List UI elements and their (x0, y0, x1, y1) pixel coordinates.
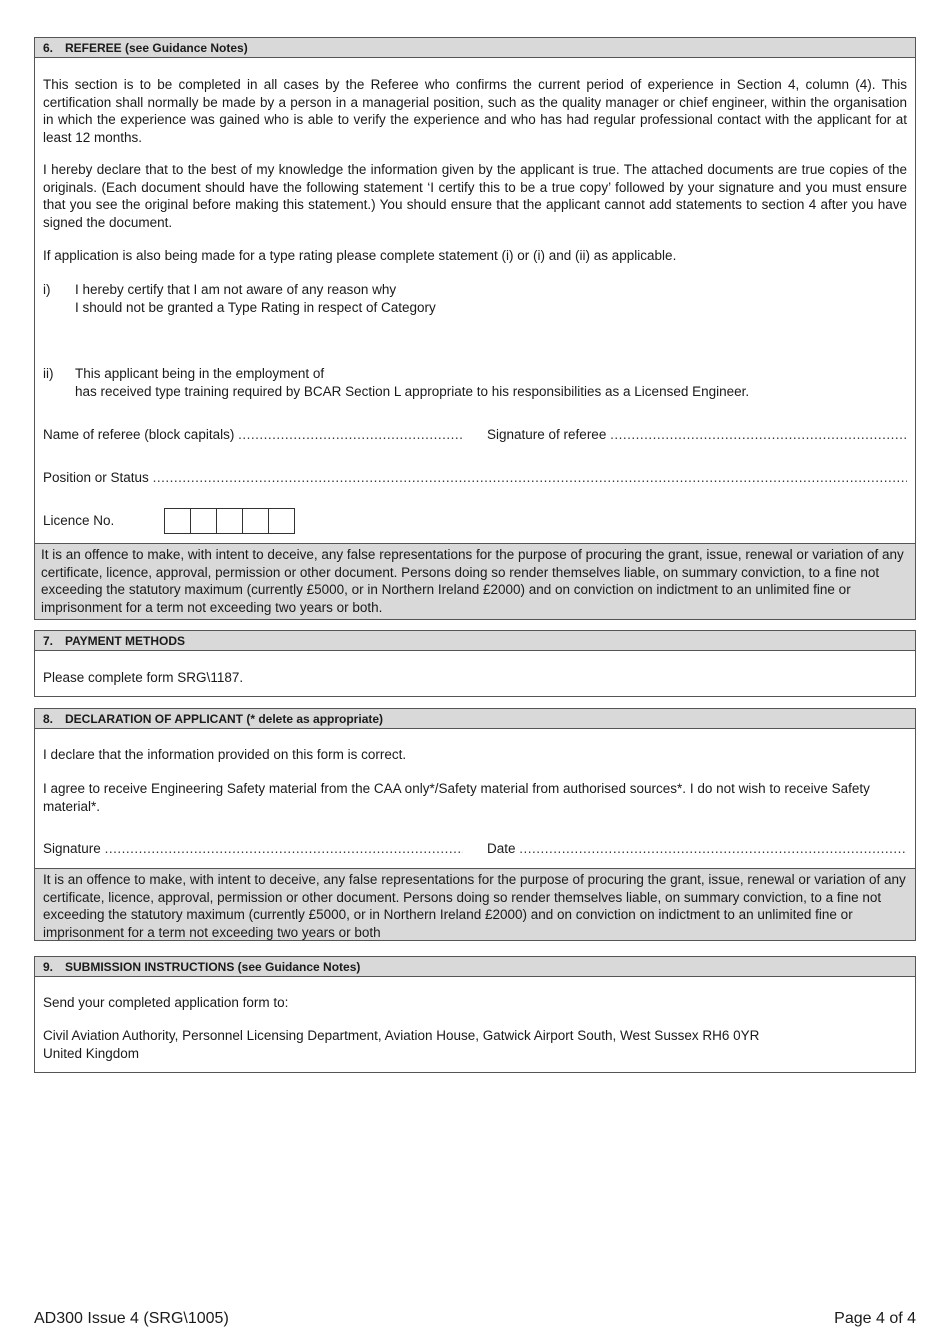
date-field[interactable] (487, 840, 907, 858)
dotted-leader (105, 840, 463, 858)
section-title: REFEREE (see Guidance Notes) (65, 41, 248, 55)
section-payment-methods (34, 630, 916, 697)
referee-name-label: Name of referee (block capitals) (43, 427, 235, 442)
section-number: 7. (43, 634, 54, 648)
dotted-leader (153, 469, 907, 487)
licence-digit-box[interactable] (216, 508, 243, 534)
section-title: SUBMISSION INSTRUCTIONS (see Guidance Notes) (65, 960, 361, 974)
dotted-leader (610, 426, 907, 444)
submission-instruction: Send your completed application form to: (43, 995, 289, 1010)
section-number: 8. (43, 712, 54, 726)
licence-digit-box[interactable] (190, 508, 217, 534)
statement-ii (43, 365, 903, 405)
licence-number-label: Licence No. (43, 513, 115, 528)
statement-ii-line1: This applicant being in the employment of (75, 366, 325, 381)
referee-intro-paragraph: This section is to be completed in all cases by the Referee who confirms the current period of experience in Section 4, column (4). This certification shall normally be made by a person in a managerial position, such as the quality manager or chief engineer, within the organisation in which the experience was gained who is able to verify the experience and who has had regular professional contact with the applicant for at least 12 months. (43, 77, 907, 145)
licence-digit-box[interactable] (242, 508, 269, 534)
address-line-1: Civil Aviation Authority, Personnel Licensing Department, Aviation House, Gatwick Airport South, West Sussex RH6 0YR (43, 1028, 760, 1043)
dotted-leader (519, 840, 907, 858)
referee-name-signature-row (43, 426, 907, 444)
section-header (35, 631, 915, 651)
statement-i (43, 281, 903, 321)
statement-i-line1: I hereby certify that I am not aware of any reason why (75, 282, 397, 297)
form-identifier: AD300 Issue 4 (SRG\1005) (34, 1310, 229, 1327)
statement-ii-marker: ii) (43, 366, 54, 381)
applicant-signature-field[interactable] (43, 840, 463, 858)
statement-i-marker: i) (43, 282, 51, 297)
licence-number-boxes (165, 508, 295, 534)
position-status-field[interactable] (43, 469, 907, 487)
page-number: Page 4 of 4 (834, 1310, 916, 1327)
offence-warning: It is an offence to make, with intent to deceive, any false representations for the purpose of procuring the grant, issue, renewal or variation of any certificate, licence, approval, permission or other document. Persons doing so render themselves liable, on summary conviction, to a fine not exceeding the statutory maximum (currently £5000, or in Northern Ireland £2000) and on conviction on indictment to an unlimited fine or imprisonment for a term not exceeding two years or both (35, 868, 915, 940)
offence-warning: It is an offence to make, with intent to deceive, any false representations for the purpose of procuring the grant, issue, renewal or variation of any certificate, licence, approval, permission or other document. Persons doing so render themselves liable, on summary conviction, to a fine not exceeding the statutory maximum (currently £5000, or in Northern Ireland £2000) and on conviction on indictment to an unlimited fine or imprisonment for a term not exceeding two years or both. (35, 543, 915, 619)
section-title: DECLARATION OF APPLICANT (* delete as appropriate) (65, 712, 384, 726)
section-referee (34, 37, 916, 620)
declaration-statement: I declare that the information provided on this form is correct. (43, 747, 407, 762)
licence-digit-box[interactable] (268, 508, 295, 534)
safety-material-consent: I agree to receive Engineering Safety material from the CAA only*/Safety material from authorised sources*. I do not wish to receive Safety material*. (43, 781, 870, 814)
payment-instruction: Please complete form SRG\1187. (43, 670, 244, 685)
section-header (35, 38, 915, 58)
section-number: 9. (43, 960, 54, 974)
signature-label: Signature (43, 841, 101, 856)
section-header (35, 709, 915, 729)
section-header (35, 957, 915, 977)
licence-digit-box[interactable] (164, 508, 191, 534)
referee-name-field[interactable] (43, 426, 463, 444)
position-status-row (43, 469, 907, 487)
referee-signature-field[interactable] (487, 426, 907, 444)
section-submission-instructions (34, 956, 916, 1073)
referee-declaration-paragraph: I hereby declare that to the best of my knowledge the information given by the applicant is true. The attached documents are true copies of the originals. (Each document should have the following statement ‘I certify this to be a true copy’ followed by your signature and you must ensure that you see the original before making this statement.) You should ensure that the applicant cannot add statements to section 4 after you have signed the document. (43, 162, 907, 230)
type-rating-instruction: If application is also being made for a type rating please complete statement (i) or (i) and (ii) as applicable. (43, 248, 677, 263)
address-line-2: United Kingdom (43, 1045, 140, 1061)
signature-date-row (43, 840, 907, 858)
position-status-label: Position or Status (43, 470, 149, 485)
statement-i-line2: I should not be granted a Type Rating in respect of Category (75, 299, 436, 315)
section-title: PAYMENT METHODS (65, 634, 186, 648)
dotted-leader (238, 426, 463, 444)
statement-ii-line2: has received type training required by BCAR Section L appropriate to his responsibilities as a Licensed Engineer. (75, 383, 750, 399)
referee-signature-label: Signature of referee (487, 427, 607, 442)
date-label: Date (487, 841, 516, 856)
section-number: 6. (43, 41, 54, 55)
section-declaration (34, 708, 916, 941)
